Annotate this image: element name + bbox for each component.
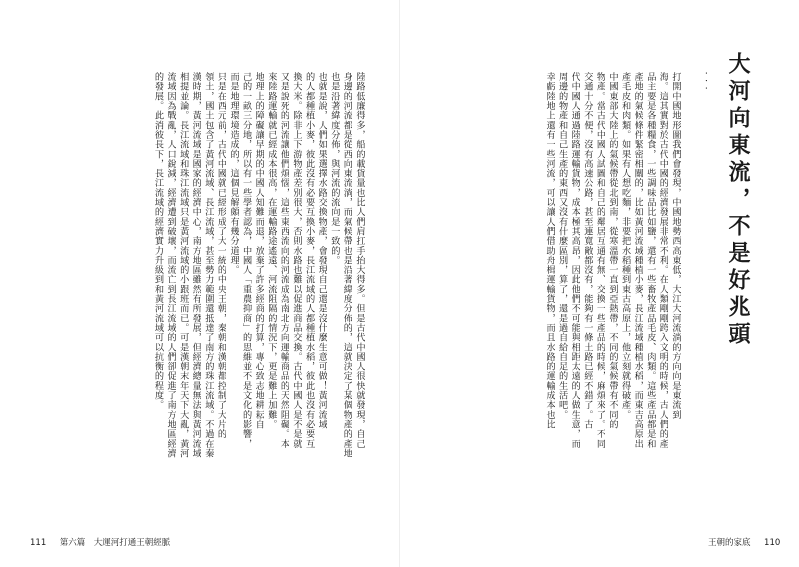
running-header: 王朝的家底 bbox=[708, 538, 751, 548]
text-line: 只是在西元前，古代中國就已經形成了大一統的中央王朝，秦朝和漢朝都控制了大片的 bbox=[215, 72, 227, 439]
text-line: 中國東部大陸上的氣候帶從北到南，從寒溫帶一直到亞熱帶，不同的氣候帶有不同的 bbox=[607, 72, 619, 430]
text-line: 產毛皮和肉類。如果有人想吃麵，非要把水稻種到東古高原上，他立刻就得破產。 bbox=[619, 72, 631, 420]
right-page-body bbox=[542, 72, 681, 502]
text-line: 而是地理環境造成的，這個見解頗有幾分道理。 bbox=[228, 72, 240, 275]
text-line: 海。這其實對於古代中國的經濟發展非常不利。在人類剛剛跨入文明的時候，古人們的產 bbox=[657, 72, 669, 449]
text-line: 也是沿著緯度分佈，與河流的流向是一致的。 bbox=[328, 72, 340, 265]
text-line: 換大米。除非上下游物產差別很大，否則水路也難以促進商品交換。古代中國人是不是就 bbox=[291, 72, 303, 449]
text-line: 又是說死的河流讓他們煩惱，這些東西流向的河流成為南北方向運輸商品的天然阻礙。本 bbox=[278, 72, 290, 449]
text-line: 物產。當古代中國人試圖和自己的鄰居互通有無、交換一些產品的時候，麻煩來了。不同 bbox=[594, 72, 606, 449]
text-line: 品主要是各種糧食，一些調味品比如鹽，還有一些畜牧產品毛皮、肉類。這些產品都是和 bbox=[644, 72, 656, 449]
text-line: 打開中國地形圖我們會發現，中國地勢西高東低，大江大河流淌的方向向是東流到 bbox=[670, 72, 681, 420]
text-line: 代中國人通過陸路運輸貨物，成本極其高昂，因此他們不可能與相距太遠的人做生意，而 bbox=[569, 72, 581, 449]
text-line: 幸虧陸地上還有一些河流，可以讓人們借助舟楫運輸貨物，而且水路的運輸成本也比 bbox=[544, 72, 556, 430]
text-line: 的發展。此消彼長下，長江流域的經濟實力升級到和黃河流域可以抗衡的程度。 bbox=[152, 72, 164, 410]
page-number: 110 bbox=[764, 538, 781, 548]
text-line: 產地的氣候條件緊密相關的，比如黃河流域種植小麥，長江流域種植水稻，而東吉高原出 bbox=[632, 72, 644, 449]
text-line: 流域因為戰亂，人口銳減，經濟遭到破壞，而流亡到長江流域的人們卻促進了南方地區經濟 bbox=[165, 72, 177, 458]
text-line: 己的一畝三分地，所以有一些學者認為，中國人「重農抑商」的思維並不是文化的影響， bbox=[240, 72, 252, 449]
text-line: 也就是說，人們如果選擇水路交換物產，會發現自己還是沒什麼生意可做！黃河流域 bbox=[316, 72, 328, 430]
text-line: 漢時期，黃河流域是國家的經濟中心，南方地區雖然有所發展，但經濟總量無法與黃河流域 bbox=[190, 72, 202, 458]
text-line: 相提並論。長江流域和珠江流域只是黃河流域的小跟班而已。可是漢朝末年天下大亂，黃河 bbox=[177, 72, 189, 458]
chapter-title: 大河向東流，不是好兆頭 bbox=[725, 52, 751, 349]
running-header: 第六篇 大運河打通王朝經脈 bbox=[59, 538, 171, 548]
text-line: 陸路低廉得多，船的載貨量也比人們肩扛手抬大得多。但是古代中國人很快就發現，自己 bbox=[354, 72, 365, 449]
text-line: 身邊的河流都是從西向東流淌，而氣候帶也是沿著緯度分佈的，這就決定了某個物產的產地 bbox=[341, 72, 353, 458]
text-line: 交通十分不便，沒有高速公路，甚至連寬敞都沒有，能夠有一條土路已經不錯了。古 bbox=[581, 72, 593, 430]
left-page-body bbox=[150, 72, 365, 502]
text-line: 領土，國土包含了黃河流域、長江流域，甚至勢力範圍還抵達了南方的珠江流域。不過在秦 bbox=[202, 72, 214, 458]
text-line: 的人都種植小麥，彼此沒有必要互換小麥，長江流域的人都種植水稻，彼此也沒有必要互 bbox=[303, 72, 315, 449]
right-page-footer bbox=[708, 536, 780, 548]
text-line: 地理上的障礙讓早期的中國人知難而退，放棄了許多經商的打算，專心致志地耕耘自 bbox=[253, 72, 265, 430]
page-number: 111 bbox=[30, 538, 47, 548]
text-line: 來陸路運輸就已經成本很高，在運輸路途遙遠、河流阻隔的情況下，更是難上加難。 bbox=[265, 72, 277, 430]
left-page-footer bbox=[30, 536, 170, 548]
text-line: 周邊的物產和自己生產的東西又沒有什麼區別，算了，還是過自給自足的生活吧。 bbox=[556, 72, 568, 420]
author-mark: ．．． bbox=[697, 72, 707, 99]
